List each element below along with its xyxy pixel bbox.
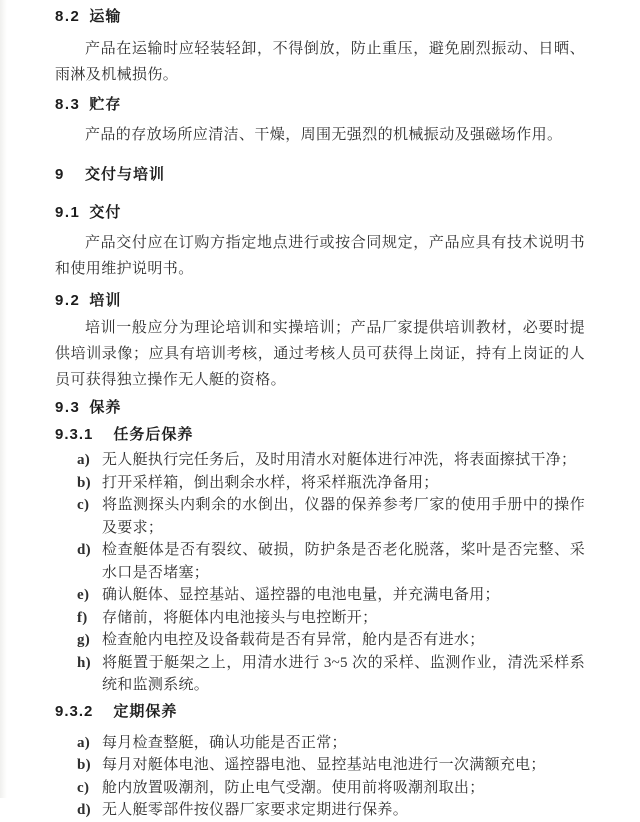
- section-number: 8.2: [55, 8, 81, 25]
- list-item: [55, 652, 585, 697]
- list-item-marker: g): [77, 632, 91, 648]
- chapter-title: 交付与培训: [85, 166, 166, 183]
- list-item-marker: b): [77, 474, 91, 491]
- list-item-marker: a): [77, 734, 91, 751]
- subsection-number: 9.3.2: [55, 702, 94, 720]
- list-item: [55, 777, 585, 800]
- list-item-marker: h): [77, 654, 91, 671]
- periodic-maintenance-list: [55, 732, 585, 822]
- paragraph-transport: 产品在运输时应轻装轻卸，不得倒放，防止重压，避免剧烈振动、日晒、雨淋及机械损伤。: [55, 41, 585, 83]
- list-item-text: 舱内放置吸潮剂，防止电气受潮。使用前将吸潮剂取出；: [102, 779, 485, 796]
- list-item-marker: e): [77, 587, 90, 603]
- paragraph-storage: 产品的存放场所应清洁、干燥，周围无强烈的机械振动及强磁场作用。: [85, 127, 563, 143]
- list-item-text: 确认艇体、显控基站、遥控器的电池电量，并充满电备用；: [102, 587, 500, 603]
- subsection-title: 任务后保养: [113, 426, 194, 443]
- list-item: [55, 799, 585, 822]
- paragraph-training: 培训一般应分为理论培训和实操培训；产品厂家提供培训教材，必要时提供培训录像；应具有培训考核，通过考核人员可获得上岗证，持有上岗证的人员可获得独立操作无人艇的资格。: [55, 320, 585, 388]
- list-item-marker: c): [77, 779, 90, 796]
- list-item: [55, 449, 585, 472]
- section-heading-9-2: [55, 290, 585, 312]
- list-item-text: 将艇置于艇架之上，用清水进行 3~5 次的采样、监测作业，清洗采样系统和监测系统。: [102, 654, 585, 693]
- list-item-text: 打开采样箱，倒出剩余水样，将采样瓶洗净备用；: [102, 474, 439, 491]
- list-item-marker: f): [77, 609, 88, 626]
- section-number: 8.3: [55, 96, 81, 113]
- subsection-number: 9.3.1: [55, 426, 94, 443]
- section-number: 9.2: [55, 292, 81, 309]
- section-title: 培训: [89, 292, 122, 309]
- section-title: 运输: [89, 8, 122, 25]
- list-item: [55, 732, 585, 755]
- section-number: 9.3: [55, 399, 81, 416]
- page-edge-shadow: [0, 0, 7, 798]
- list-item-marker: c): [77, 497, 90, 513]
- subsection-title: 定期保养: [113, 702, 178, 720]
- section-title: 贮存: [89, 96, 122, 113]
- list-item: [55, 629, 585, 652]
- list-item-text: 存储前，将艇体内电池接头与电控断开；: [102, 609, 378, 626]
- list-item: [55, 472, 585, 495]
- subsection-heading-9-3-2: [55, 701, 585, 723]
- list-item-marker: b): [77, 757, 91, 773]
- section-heading-9-1: [55, 202, 585, 224]
- chapter-number: 9: [55, 166, 65, 183]
- section-title: 保养: [89, 399, 122, 416]
- list-item: [55, 607, 585, 630]
- section-heading-9-3: [55, 397, 585, 419]
- section-number: 9.1: [55, 204, 81, 221]
- list-item-marker: d): [77, 542, 91, 558]
- list-item-text: 检查舱内电控及设备载荷是否有异常，舱内是否有进水；: [102, 632, 485, 648]
- section-heading-8-3: [55, 94, 585, 116]
- subsection-heading-9-3-1: [55, 424, 585, 446]
- section-title: 交付: [89, 204, 122, 221]
- list-item-marker: d): [77, 802, 91, 818]
- paragraph-delivery: 产品交付应在订购方指定地点进行或按合同规定，产品应具有技术说明书和使用维护说明书。: [55, 235, 585, 277]
- list-item: [55, 539, 585, 584]
- section-heading-8-2: [55, 6, 585, 28]
- after-task-maintenance-list: [55, 449, 585, 697]
- list-item-text: 无人艇零部件按仪器厂家要求定期进行保养。: [102, 802, 409, 818]
- list-item-text: 每月检查整艇，确认功能是否正常；: [102, 734, 347, 751]
- list-item: [55, 584, 585, 607]
- chapter-heading-9: [55, 164, 585, 186]
- list-item-text: 每月对艇体电池、遥控器电池、显控基站电池进行一次满额充电；: [102, 757, 546, 773]
- list-item: [55, 754, 585, 777]
- list-item-text: 检查艇体是否有裂纹、破损，防护条是否老化脱落，桨叶是否完整、采水口是否堵塞；: [102, 542, 585, 581]
- list-item-marker: a): [77, 452, 91, 468]
- list-item-text: 将监测探头内剩余的水倒出，仪器的保养参考厂家的使用手册中的操作及要求；: [102, 497, 585, 536]
- list-item-text: 无人艇执行完任务后，及时用清水对艇体进行冲洗，将表面擦拭干净；: [102, 452, 577, 468]
- list-item: [55, 494, 585, 539]
